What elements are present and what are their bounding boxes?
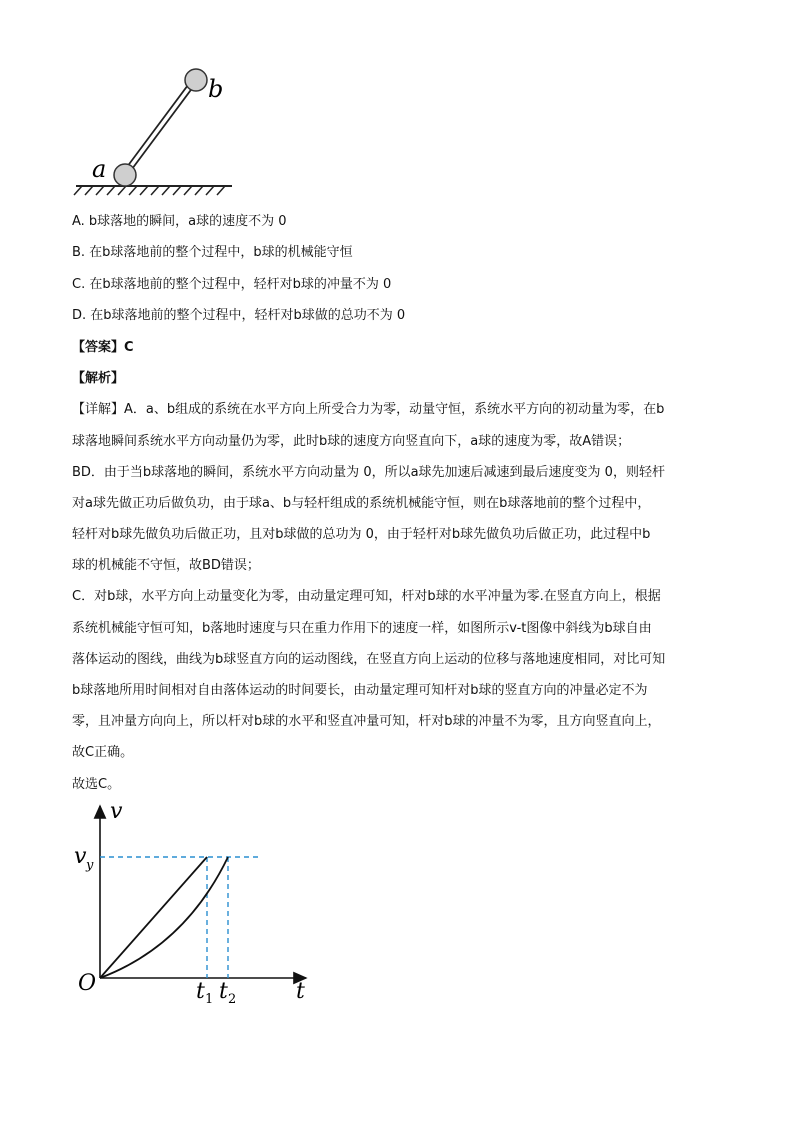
free-fall-line <box>100 857 207 978</box>
explanation-line: 球落地瞬间系统水平方向动量仍为零，此时b球的速度方向竖直向下，a球的速度为零，故A错误； <box>72 434 631 449</box>
option-c: C. 在b球落地前的整个过程中，轻杆对b球的冲量不为 0 <box>72 277 392 292</box>
explanation-line: 落体运动的图线，曲线为b球竖直方向的运动图线，在竖直方向上运动的位移与落地速度相同，对比可知 <box>72 652 666 667</box>
t2-label-sub: 2 <box>228 992 237 1006</box>
option-d: D. 在b球落地前的整个过程中，轻杆对b球做的总功不为 0 <box>72 308 406 323</box>
vy-label-main: v <box>74 844 87 869</box>
option-b: B. 在b球落地前的整个过程中，b球的机械能守恒 <box>72 245 353 260</box>
t2-label-main: t <box>219 979 228 1004</box>
explanation-line: BD．由于当b球落地的瞬间，系统水平方向动量为 0，所以a球先加速后减速到最后速度变为 0，则轻杆 <box>72 465 665 480</box>
explanation-line: 系统机械能守恒可知，b落地时速度与只在重力作用下的速度一样，如图所示v-t图像中斜线为b球自由 <box>72 621 652 636</box>
v-axis-label: v <box>110 799 123 824</box>
label-a: a <box>92 155 107 183</box>
t1-label-main: t <box>196 979 205 1004</box>
rod-fill <box>125 80 195 174</box>
ball-b <box>185 69 207 91</box>
explanation-line: 零，且冲量方向向上，所以杆对b球的水平和竖直冲量可知，杆对b球的冲量不为零，且方向竖直向上， <box>72 714 661 729</box>
b-ball-curve <box>100 857 228 978</box>
option-a: A. b球落地的瞬间，a球的速度不为 0 <box>72 214 287 229</box>
label-b: b <box>208 75 224 103</box>
vy-label-sub: y <box>86 858 94 873</box>
vt-graph <box>70 796 320 1006</box>
conclusion: 故选C。 <box>72 777 121 792</box>
ball-a <box>114 164 136 186</box>
t1-label-sub: 1 <box>205 992 214 1006</box>
t-axis-label: t <box>296 979 305 1004</box>
origin-label: O <box>78 971 97 996</box>
rod-ball-figure <box>70 60 250 200</box>
answer: 【答案】C <box>72 340 134 355</box>
explanation-line: 轻杆对b球先做负功后做正功，且对b球做的总功为 0，由于轻杆对b球先做负功后做正功，此过程中b <box>72 527 651 542</box>
ground-hatching <box>74 186 225 195</box>
analysis-heading: 【解析】 <box>72 371 125 386</box>
explanation-line: b球落地所用时间相对自由落体运动的时间要长，由动量定理可知杆对b球的竖直方向的冲量必定不为 <box>72 683 648 698</box>
explanation-line: 球的机械能不守恒，故BD错误； <box>72 558 260 573</box>
explanation-line: 对a球先做正功后做负功，由于球a、b与轻杆组成的系统机械能守恒，则在b球落地前的整个过程中， <box>72 496 651 511</box>
explanation-line: C．对b球，水平方向上动量变化为零，由动量定理可知，杆对b球的水平冲量为零.在竖直方向上，根据 <box>72 589 661 604</box>
explanation-line: 故C正确。 <box>72 745 134 760</box>
explanation-line: 【详解】A．a、b组成的系统在水平方向上所受合力为零，动量守恒，系统水平方向的初动量为零，在b <box>72 402 665 417</box>
